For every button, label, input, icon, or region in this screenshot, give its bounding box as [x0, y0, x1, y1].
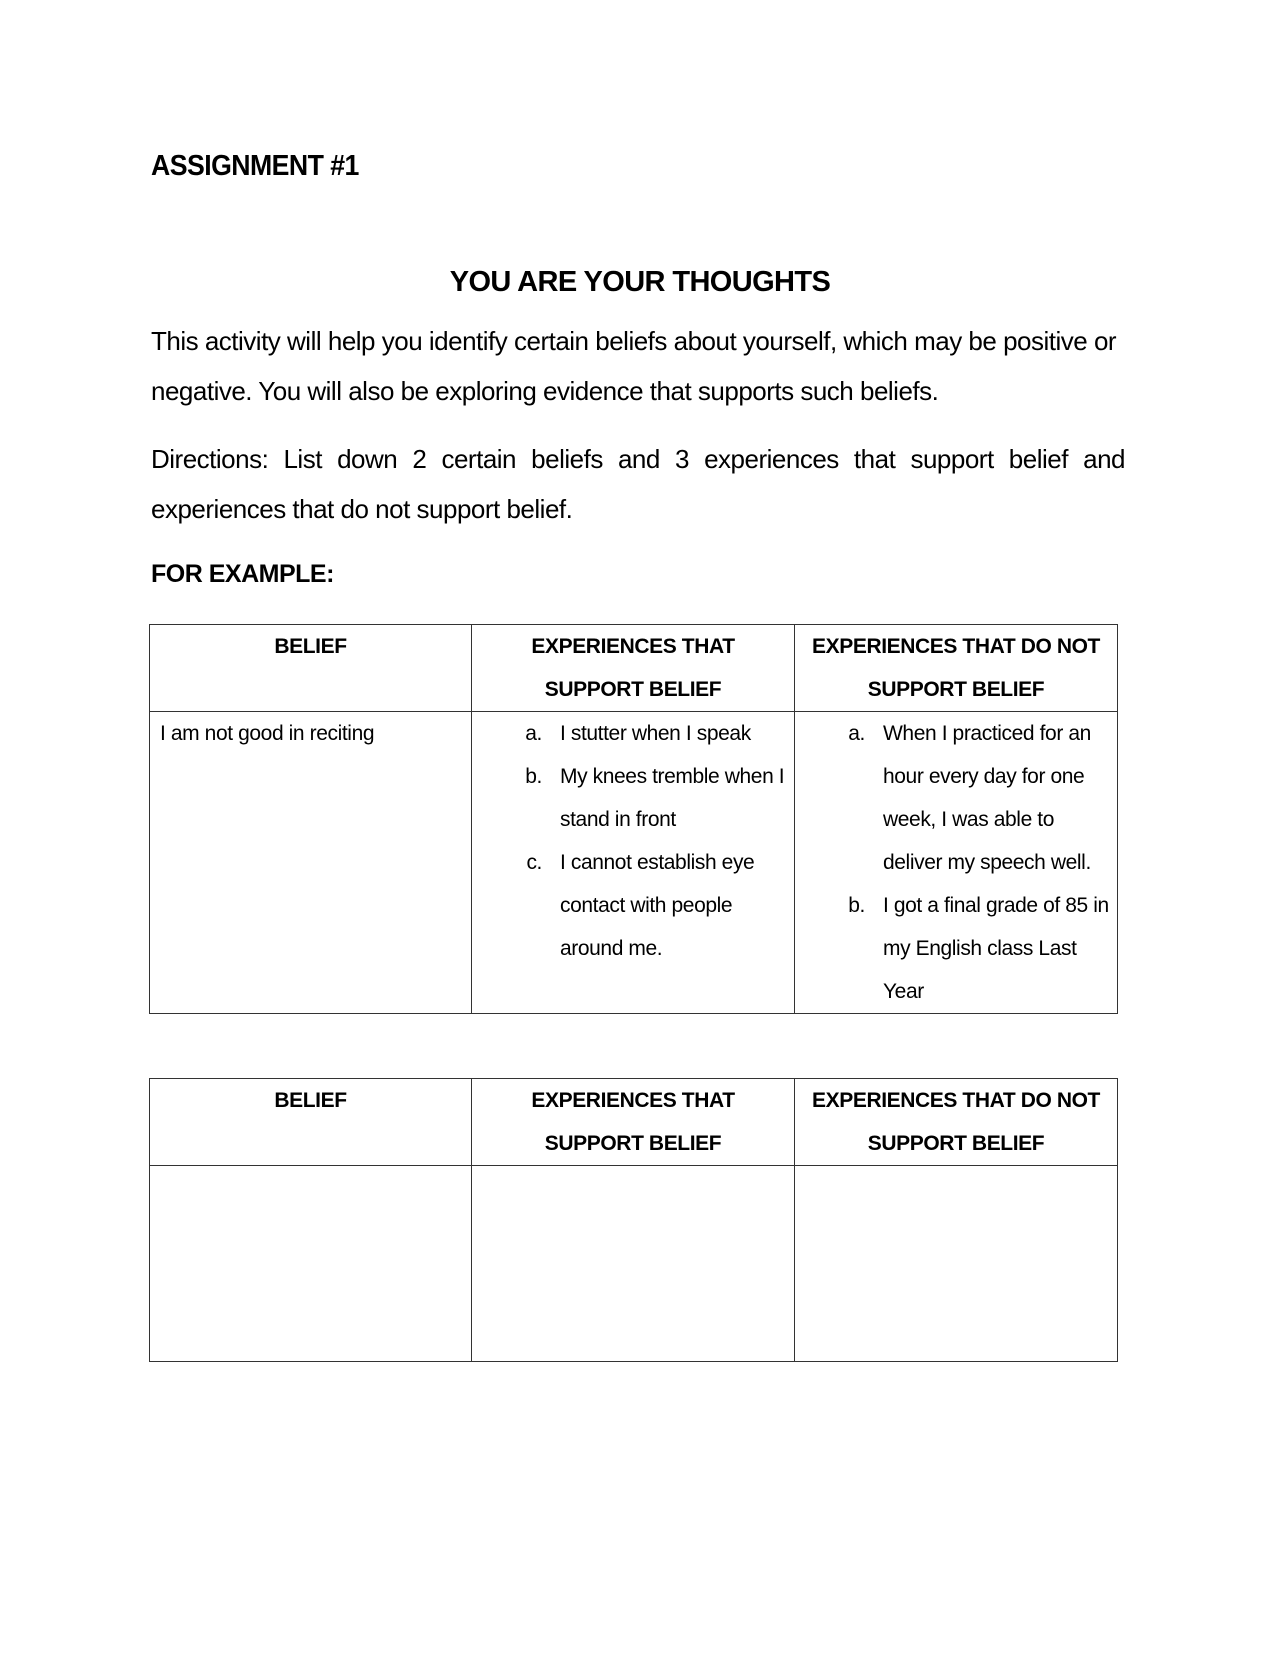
support-list — [472, 712, 794, 970]
example-label: FOR EXAMPLE: — [151, 560, 334, 588]
support-cell — [472, 712, 795, 1014]
not-support-answer-cell[interactable] — [795, 1166, 1118, 1362]
list-item: b. My knees tremble when I stand in front — [525, 765, 785, 831]
assignment-heading: ASSIGNMENT #1 — [151, 150, 359, 182]
table-row — [150, 712, 1118, 1014]
header-support: EXPERIENCES THAT SUPPORT BELIEF — [472, 1079, 795, 1166]
header-support: EXPERIENCES THAT SUPPORT BELIEF — [472, 625, 795, 712]
directions-paragraph: Directions: List down 2 certain beliefs and 3 experiences that support belief and experiences that do not support belief. — [151, 444, 1125, 524]
intro-paragraph: This activity will help you identify certain beliefs about yourself, which may be positive or negative. You will also be exploring evidence that supports such beliefs. — [151, 326, 1117, 406]
belief-cell: I am not good in reciting — [150, 712, 472, 1014]
table-header-row — [150, 1079, 1118, 1166]
not-support-cell — [795, 712, 1118, 1014]
header-not-support: EXPERIENCES THAT DO NOT SUPPORT BELIEF — [795, 625, 1118, 712]
example-table — [149, 624, 1118, 1014]
answer-table — [149, 1078, 1118, 1362]
page-title: YOU ARE YOUR THOUGHTS — [449, 266, 831, 298]
belief-answer-cell[interactable] — [150, 1166, 472, 1362]
header-belief: BELIEF — [150, 625, 472, 712]
table-row — [150, 1166, 1118, 1362]
list-item: a. I stutter when I speak — [525, 722, 751, 745]
list-item: a. When I practiced for an hour every day for one week, I was able to deliver my speech well. — [848, 722, 1091, 874]
list-item: c. I cannot establish eye contact with people around me. — [526, 851, 755, 960]
not-support-list — [795, 712, 1117, 1013]
header-not-support: EXPERIENCES THAT DO NOT SUPPORT BELIEF — [795, 1079, 1118, 1166]
support-answer-cell[interactable] — [472, 1166, 795, 1362]
list-item: b. I got a final grade of 85 in my English class Last Year — [848, 894, 1109, 1003]
header-belief: BELIEF — [150, 1079, 472, 1166]
table-header-row — [150, 625, 1118, 712]
